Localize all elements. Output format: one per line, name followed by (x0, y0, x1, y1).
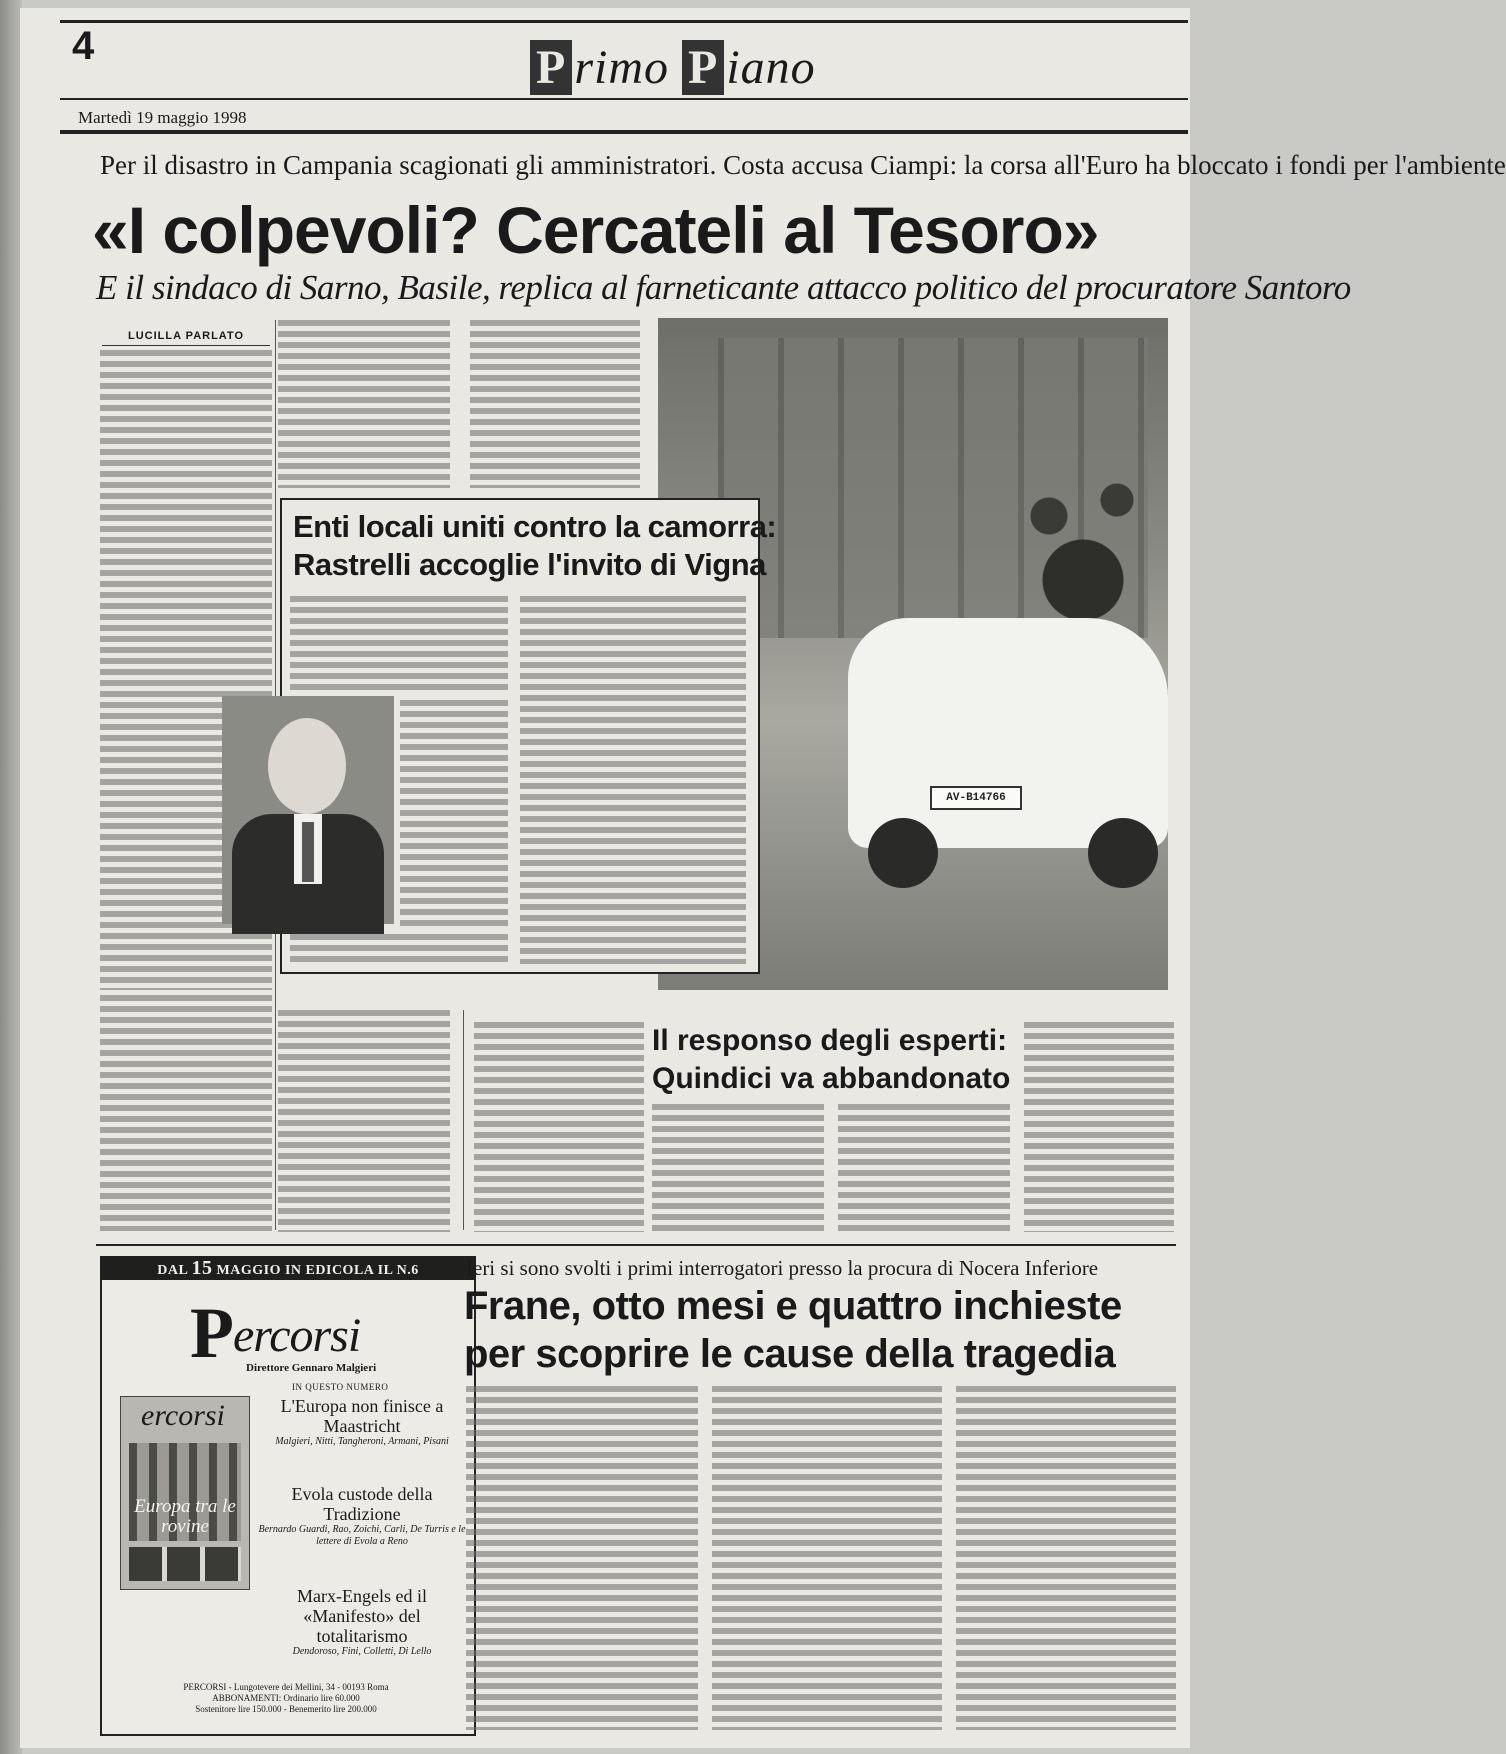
masthead-word-1: rimo (574, 41, 683, 94)
inset-body-column-1 (290, 596, 508, 694)
section-rule (96, 1244, 1176, 1246)
main-headline: «I colpevoli? Cercateli al Tesoro» (92, 193, 1099, 267)
ad-article-1 (258, 1396, 466, 1448)
masthead-initial-1: P (530, 40, 572, 95)
ad-article-authors: Dendoroso, Fini, Colletti, Di Lello (292, 1646, 432, 1657)
frane-kicker: Ieri si sono svolti i primi interrogatori presso la procura di Nocera Inferiore (466, 1256, 1099, 1280)
section-masthead (530, 40, 816, 95)
ad-footer-subscription: ABBONAMENTI: Ordinario lire 60.000 (212, 1693, 360, 1703)
main-body-column-3 (470, 320, 640, 488)
ad-issue-label: IN QUESTO NUMERO (292, 1382, 389, 1392)
frane-headline-line-1: Frane, otto mesi e quattro inchieste (464, 1284, 1122, 1328)
main-body-column-2 (278, 320, 450, 488)
experts-body-column-2 (652, 1104, 824, 1232)
percorsi-logo-initial: P (190, 1293, 233, 1373)
ad-director: Direttore Gennaro Malgieri (246, 1362, 377, 1374)
portrait-head (268, 718, 346, 814)
byline: LUCILLA PARLATO (102, 330, 270, 346)
experts-body-column-1 (474, 1022, 644, 1232)
ad-article-title: L'Europa non finisce a Maastricht (280, 1396, 444, 1436)
experts-headline (652, 1022, 1010, 1098)
page-number: 4 (72, 24, 95, 68)
ad-article-authors: Bernardo Guardi, Rao, Zoichi, Carli, De Turris e le lettere di Evola a Reno (258, 1524, 466, 1547)
frane-body-column-1 (466, 1386, 698, 1730)
main-body-column-1b (100, 995, 272, 1231)
license-plate: AV-B14766 (930, 786, 1022, 810)
experts-body-column-4 (1024, 1022, 1174, 1232)
inset-body-column-1c (290, 934, 508, 964)
ad-band-prefix: DAL (157, 1263, 192, 1278)
ad-footer-rates: Sostenitore lire 150.000 - Benemerito lire 200.000 (195, 1704, 377, 1714)
main-kicker: Per il disastro in Campania scagionati gli amministratori. Costa accusa Ciampi: la corsa all'Euro ha bloccato i fondi per l'ambiente (100, 150, 1506, 180)
cover-title: ercorsi (141, 1399, 225, 1432)
masthead-rule (60, 98, 1188, 100)
photo-wheel (868, 818, 938, 888)
portrait-photo (222, 696, 394, 924)
ad-article-title: Evola custode della Tradizione (291, 1484, 433, 1524)
magazine-cover (120, 1396, 250, 1590)
main-subhead: E il sindaco di Sarno, Basile, replica al farneticante attacco politico del procuratore Santoro (96, 268, 1351, 307)
masthead-initial-2: P (682, 40, 724, 95)
ad-article-authors: Malgieri, Nitti, Tangheroni, Armani, Pisani (275, 1436, 449, 1447)
percorsi-logo-text: ercorsi (232, 1309, 361, 1362)
portrait-tie (302, 822, 314, 882)
ad-band-suffix: MAGGIO IN EDICOLA IL N.6 (212, 1263, 419, 1278)
top-rule (60, 20, 1188, 23)
ad-article-2 (258, 1484, 466, 1548)
experts-headline-line-1: Il responso degli esperti: (652, 1024, 1008, 1057)
page-binding-shadow (0, 0, 22, 1754)
ad-band (100, 1256, 476, 1280)
inset-headline-line-2: Rastrelli accoglie l'invito di Vigna (293, 547, 766, 582)
column-divider (463, 1010, 464, 1230)
cover-subtitle: Europa tra le rovine (134, 1496, 236, 1537)
ad-article-title: Marx-Engels ed il «Manifesto» del totalitarismo (297, 1586, 427, 1646)
photo-car-body (848, 618, 1168, 848)
date-rule (60, 130, 1188, 134)
date-line: Martedì 19 maggio 1998 (78, 108, 247, 127)
photo-wheel (1088, 818, 1158, 888)
inset-headline (293, 508, 776, 584)
ad-footer-address: PERCORSI - Lungotevere dei Mellini, 34 - 00193 Roma (183, 1682, 389, 1692)
inset-headline-line-1: Enti locali uniti contro la camorra: (293, 509, 777, 544)
inset-body-column-2 (520, 596, 746, 964)
main-body-column-4 (278, 1010, 450, 1232)
frane-headline (464, 1282, 1122, 1378)
cover-thumbnails (129, 1547, 241, 1581)
photo-people (998, 468, 1168, 628)
ad-footer (104, 1682, 468, 1715)
frane-headline-line-2: per scoprire le cause della tragedia (464, 1332, 1116, 1376)
inset-body-column-1b (400, 700, 508, 928)
frane-body-column-2 (712, 1386, 942, 1730)
experts-headline-line-2: Quindici va abbandonato (652, 1062, 1011, 1095)
ad-article-3 (258, 1586, 466, 1658)
frane-body-column-3 (956, 1386, 1176, 1730)
ad-band-day: 15 (191, 1257, 213, 1279)
masthead-word-2: iano (726, 41, 816, 94)
experts-body-column-3 (838, 1104, 1010, 1232)
